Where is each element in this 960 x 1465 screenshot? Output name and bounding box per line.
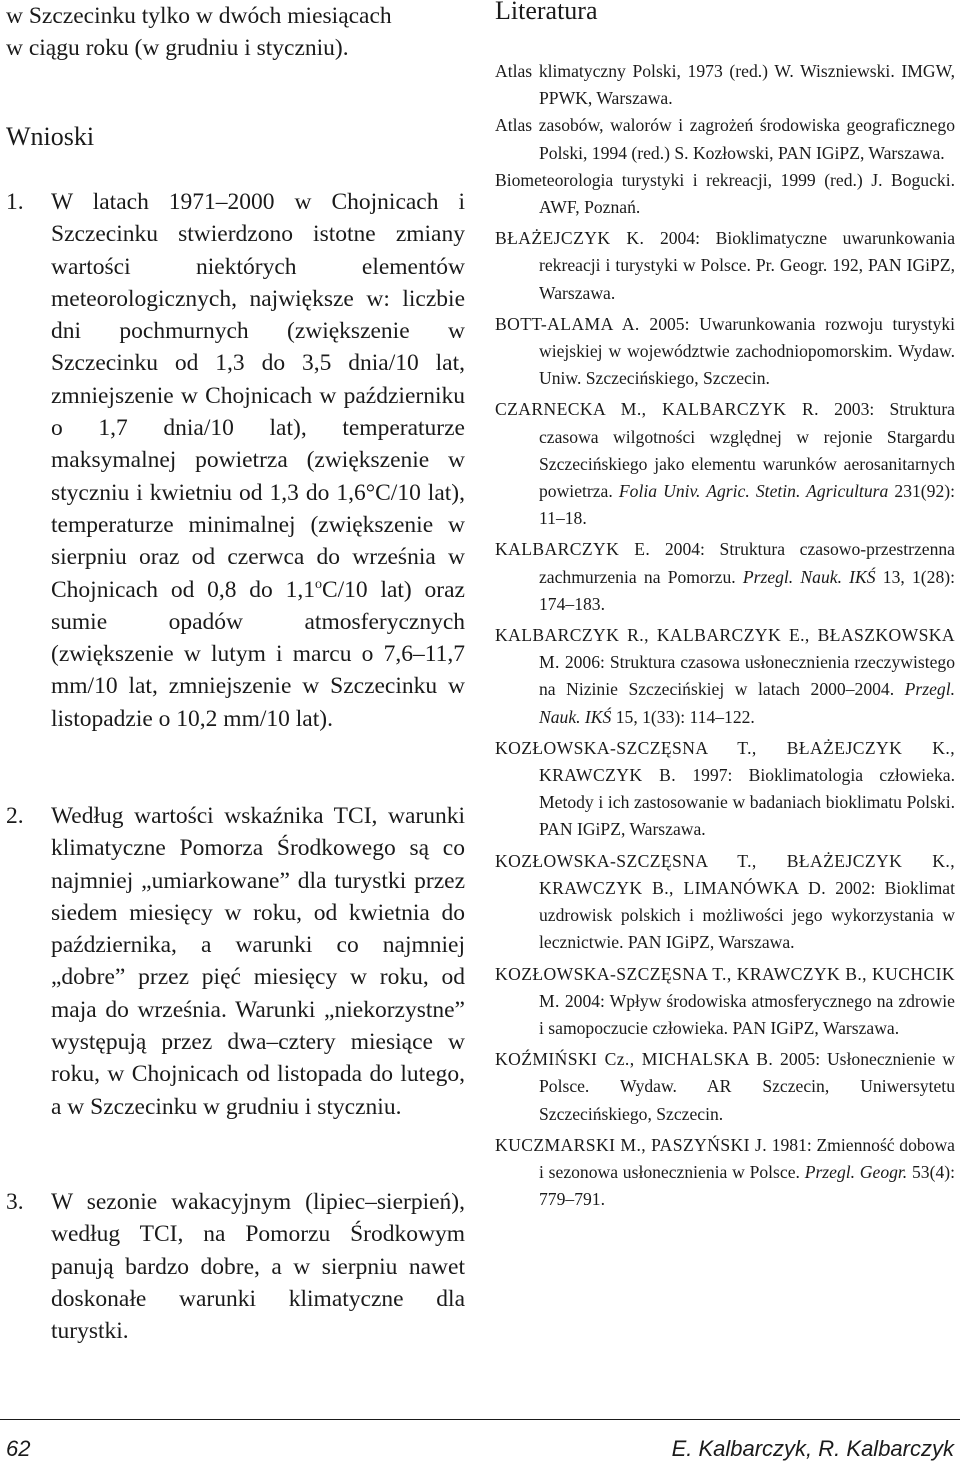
reference-item <box>495 961 955 1043</box>
reference-authors: KOZŁOWSKA-SZCZĘSNA T., BŁAŻEJCZYK K., KRAWCZYK B., LIMANÓWKA D. <box>495 850 955 898</box>
reference-text: 2004: Bioklimatyczne uwarunkowania rekreacji i turystyki w Polsce. Pr. Geogr. 192, PAN IGiPZ, Warszawa. <box>539 228 955 303</box>
page-number: 62 <box>6 1436 31 1461</box>
lead-line: w ciągu roku (w grudniu i styczniu). <box>6 35 349 61</box>
reference-item <box>495 848 955 957</box>
superscript: o <box>314 576 322 592</box>
reference-text: 2005: Usłonecznienie w Polsce. Wydaw. AR Szczecin, Uniwersytetu Szczecińskiego, Szczecin. <box>539 1049 955 1124</box>
reference-authors: KALBARCZYK R., KALBARCZYK E., BŁASZKOWSKA M. <box>495 625 955 673</box>
reference-item <box>495 58 955 112</box>
reference-text: Atlas klimatyczny Polski, 1973 (red.) W. Wiszniewski. IMGW, PPWK, Warszawa. <box>495 61 955 109</box>
conclusion-1 <box>6 186 465 735</box>
reference-item <box>495 112 955 166</box>
reference-item <box>495 1132 955 1214</box>
lead-line: w Szczecinku tylko w dwóch miesiącach <box>6 3 392 29</box>
lead-text <box>6 0 465 64</box>
conclusion-number: 3. <box>6 1189 24 1215</box>
reference-text: 2002: Bioklimat uzdrowisk polskich i możliwości jego wykorzystania w lecznictwie. PAN IGiPZ, Warszawa. <box>539 877 956 953</box>
reference-item <box>495 225 955 307</box>
conclusion-text: W latach 1971–2000 w Chojnicach i Szczecinku stwierdzono istotne zmiany wartości niektórych elementów meteorologicznych, największe w: liczbie dni pochmurnych (zwiększenie w Szczecinku od 1,3 do 3,5 dnia/10 lat, zmniejszenie w Chojnicach w październiku o 1,7 dnia/10 lat), temperaturze maksymalnej powietrza (zwiększenie w styczniu i kwietniu od 1,3 do 1,6°C/10 lat), temperaturze minimalnej (zwiększenie w sierpniu oraz od czerwca do września w Chojnicach od 0,8 do 1,1$^o$C/10 lat) oraz sumie opadów atmosferycznych (zwiększenie w lutym i marcu o 7,6–11,7 mm/10 lat, zmniejszenie w Szczecinku w listopadzie o 10,2 mm/10 lat). <box>51 189 465 732</box>
section-heading-literatura: Literatura <box>495 0 598 25</box>
running-head: E. Kalbarczyk, R. Kalbarczyk <box>671 1436 954 1461</box>
reference-text: 2005: Uwarunkowania rozwoju turystyki wiejskiej w województwie zachodniopomorskim. Wydaw. Uniw. Szczecińskiego, Szczecin. <box>539 313 956 389</box>
reference-journal: Przegl. Nauk. IKŚ <box>539 679 955 727</box>
reference-text: Atlas zasobów, walorów i zagrożeń środowiska geograficznego Polski, 1994 (red.) S. Kozłowski, PAN IGiPZ, Warszawa. <box>495 115 955 163</box>
reference-text: 2004: Wpływ środowiska atmosferycznego na zdrowie i samopoczucie człowieka. PAN IGiPZ, Warszawa. <box>539 990 955 1038</box>
conclusion-text: W sezonie wakacyjnym (lipiec–sierpień), według TCI, na Pomorzu Środkowym panują bardzo dobre, a w sierpniu nawet doskonałe warunki klimatyczne dla turystki. <box>51 1189 465 1345</box>
reference-text: 2006: Struktura czasowa usłonecznienia rzeczywistego na Nizinie Szczecińskiej w latach 2000–2004. <box>539 652 955 700</box>
reference-item <box>495 1046 955 1128</box>
footer-rule <box>0 1419 960 1420</box>
reference-text: 2004: Struktura czasowo-przestrzenna zachmurzenia na Pomorzu. <box>539 539 955 587</box>
conclusion-2 <box>6 800 465 1123</box>
reference-journal: Przegl. Geogr. <box>804 1161 908 1182</box>
reference-item <box>495 311 955 393</box>
reference-item <box>495 167 955 221</box>
conclusion-3 <box>6 1186 465 1347</box>
reference-authors: KOZŁOWSKA-SZCZĘSNA T., BŁAŻEJCZYK K., KRAWCZYK B. <box>495 737 955 786</box>
reference-item <box>495 622 955 731</box>
reference-text: 2003: Struktura czasowa wilgotności względnej w rejonie Stargardu Szczecińskiego jako elementu warunków aerosanitarnych powietrza. <box>539 399 955 502</box>
reference-authors: KOZŁOWSKA-SZCZĘSNA T., KRAWCZYK B., KUCHCIK M. <box>495 963 955 1011</box>
section-heading-wnioski: Wnioski <box>6 122 95 151</box>
reference-text: 53(4): 779–791. <box>539 1161 955 1210</box>
conclusion-number: 1. <box>6 189 24 215</box>
reference-text: 231(92): 11–18. <box>539 481 955 529</box>
reference-authors: KOŹMIŃSKI Cz., MICHALSKA B. <box>495 1049 774 1070</box>
reference-list <box>495 58 955 1213</box>
conclusion-number: 2. <box>6 803 24 829</box>
reference-journal: Przegl. Nauk. IKŚ <box>742 566 876 587</box>
conclusion-text: Według wartości wskaźnika TCI, warunki klimatyczne Pomorza Środkowego są co najmniej „umiarkowane” dla turystki przez siedem miesięcy w roku, od kwietnia do października, a warunki co najmniej „dobre” przez pięć miesięcy w roku, od maja do września. Warunki „niekorzystne” występują przez dwa–cztery miesiące w roku, w Chojnicach od listopada do lutego, a w Szczecinku w grudniu i styczniu. <box>51 803 465 1120</box>
reference-authors: KUCZMARSKI M., PASZYŃSKI J. <box>495 1134 768 1155</box>
reference-text: 1981: Zmienność dobowa i sezonowa usłonecznienia w Polsce. <box>539 1134 955 1182</box>
reference-item <box>495 536 955 618</box>
reference-item <box>495 735 955 844</box>
reference-authors: BOTT-ALAMA A. <box>495 313 640 334</box>
reference-journal: Folia Univ. Agric. Stetin. Agricultura <box>618 481 889 502</box>
reference-text: 15, 1(33): 114–122. <box>611 706 755 727</box>
reference-item <box>495 396 955 532</box>
reference-text: 1997: Bioklimatologia człowieka. Metody i ich zastosowanie w badaniach bioklimatu Polski. PAN IGiPZ, Warszawa. <box>539 765 955 840</box>
left-column <box>6 0 465 1345</box>
reference-text: 13, 1(28): 174–183. <box>539 566 956 614</box>
reference-authors: KALBARCZYK E. <box>495 539 651 560</box>
reference-authors: BŁAŻEJCZYK K. <box>495 228 645 249</box>
reference-authors: CZARNECKA M., KALBARCZYK R. <box>495 399 819 420</box>
reference-text: Biometeorologia turystyki i rekreacji, 1999 (red.) J. Bogucki. AWF, Poznań. <box>495 169 955 218</box>
